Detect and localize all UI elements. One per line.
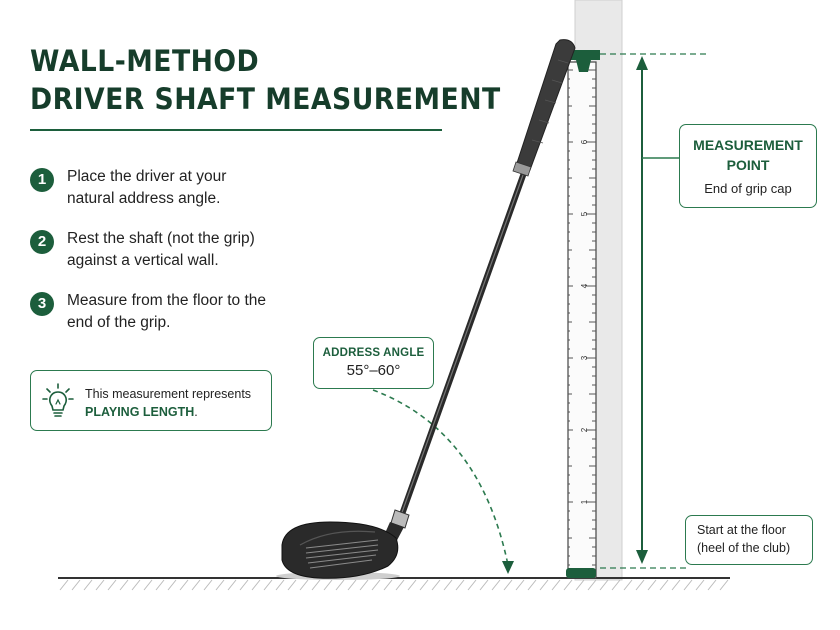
floor-hatch-line bbox=[348, 580, 356, 590]
note-suffix: . bbox=[194, 405, 198, 419]
page-title bbox=[30, 42, 501, 118]
step-3 bbox=[30, 290, 330, 352]
floor-hatch-line bbox=[408, 580, 416, 590]
floor-start-callout bbox=[685, 515, 813, 565]
floor-hatch-line bbox=[60, 580, 68, 590]
note-emphasis: PLAYING LENGTH bbox=[85, 405, 195, 419]
floor-hatch-line bbox=[516, 580, 524, 590]
measurement-point-callout bbox=[679, 124, 817, 208]
step-number-badge: 2 bbox=[30, 230, 54, 254]
floor-hatch-line bbox=[108, 580, 116, 590]
floor-hatch-line bbox=[648, 580, 656, 590]
floor-hatch-line bbox=[276, 580, 284, 590]
floor-hatch-line bbox=[636, 580, 644, 590]
floor-callout-line: Start at the floor bbox=[697, 523, 786, 537]
step-text-line: Measure from the floor to the bbox=[67, 292, 267, 309]
floor-hatch-line bbox=[444, 580, 452, 590]
floor-hatch-line bbox=[72, 580, 80, 590]
step-number-badge: 1 bbox=[30, 168, 54, 192]
measurement-arrow bbox=[636, 56, 648, 564]
driver-head bbox=[282, 522, 398, 578]
floor-hatch-line bbox=[168, 580, 176, 590]
measurement-point-label-line: MEASUREMENT bbox=[693, 137, 803, 153]
floor-hatch-line bbox=[672, 580, 680, 590]
floor-hatch-line bbox=[324, 580, 332, 590]
floor-hatch-line bbox=[456, 580, 464, 590]
floor-hatch-line bbox=[420, 580, 428, 590]
step-text bbox=[67, 228, 255, 272]
floor-hatch-line bbox=[156, 580, 164, 590]
floor-hatch-line bbox=[552, 580, 560, 590]
note-line bbox=[85, 403, 251, 421]
floor-hatch-line bbox=[660, 580, 668, 590]
lightbulb-icon bbox=[41, 382, 75, 420]
floor-hatch-line bbox=[132, 580, 140, 590]
floor-hatch-line bbox=[144, 580, 152, 590]
ruler-number: 6 bbox=[580, 139, 589, 145]
floor-callout-line: (heel of the club) bbox=[697, 541, 791, 555]
floor-hatch-line bbox=[480, 580, 488, 590]
floor-hatch-line bbox=[216, 580, 224, 590]
step-text-line: end of the grip. bbox=[67, 314, 171, 331]
floor-hatch-line bbox=[288, 580, 296, 590]
measurement-point-sub: End of grip cap bbox=[704, 181, 792, 196]
address-angle-arrowhead bbox=[502, 561, 514, 574]
floor-hatch-line bbox=[468, 580, 476, 590]
floor-hatch-line bbox=[192, 580, 200, 590]
floor-hatch-line bbox=[576, 580, 584, 590]
steps-list bbox=[30, 166, 330, 352]
ruler-number: 3 bbox=[580, 355, 589, 361]
floor-hatch-line bbox=[96, 580, 104, 590]
floor-hatch-line bbox=[204, 580, 212, 590]
floor-hatch-line bbox=[696, 580, 704, 590]
floor-hatch-line bbox=[684, 580, 692, 590]
floor-hatch-line bbox=[588, 580, 596, 590]
floor-hatch-line bbox=[372, 580, 380, 590]
floor-hatch-line bbox=[240, 580, 248, 590]
ruler-number: 2 bbox=[580, 427, 589, 433]
floor-hatch-line bbox=[252, 580, 260, 590]
floor-hatch-line bbox=[540, 580, 548, 590]
floor-hatch-line bbox=[564, 580, 572, 590]
step-text-line: against a vertical wall. bbox=[67, 252, 219, 269]
note-line: This measurement represents bbox=[85, 387, 252, 401]
address-angle-callout bbox=[313, 337, 434, 389]
step-2 bbox=[30, 228, 330, 290]
playing-length-note bbox=[30, 370, 272, 431]
measurement-point-label bbox=[680, 135, 816, 175]
floor-hatch-line bbox=[432, 580, 440, 590]
step-text-line: natural address angle. bbox=[67, 190, 221, 207]
step-1 bbox=[30, 166, 330, 228]
floor-hatch-line bbox=[264, 580, 272, 590]
floor-hatch-line bbox=[624, 580, 632, 590]
floor-hatch-line bbox=[312, 580, 320, 590]
floor-hatch-line bbox=[360, 580, 368, 590]
title-line-2: DRIVER SHAFT MEASUREMENT bbox=[30, 82, 501, 116]
floor-hatch-line bbox=[120, 580, 128, 590]
floor-hatch-line bbox=[180, 580, 188, 590]
floor-hatch-line bbox=[600, 580, 608, 590]
floor-hatching bbox=[60, 580, 728, 590]
floor-hatch-line bbox=[492, 580, 500, 590]
step-text bbox=[67, 166, 226, 210]
measuring-ruler bbox=[566, 50, 600, 578]
floor-hatch-line bbox=[384, 580, 392, 590]
title-divider bbox=[30, 129, 442, 131]
address-angle-value: 55°–60° bbox=[346, 362, 401, 379]
floor-hatch-line bbox=[528, 580, 536, 590]
floor-hatch-line bbox=[84, 580, 92, 590]
step-text-line: Place the driver at your bbox=[67, 168, 227, 185]
title-line-1: WALL-METHOD bbox=[30, 44, 260, 78]
step-text-line: Rest the shaft (not the grip) bbox=[67, 230, 255, 247]
floor-hatch-line bbox=[336, 580, 344, 590]
note-text bbox=[85, 385, 251, 421]
floor-hatch-line bbox=[228, 580, 236, 590]
measurement-point-label-line: POINT bbox=[726, 157, 770, 173]
floor-hatch-line bbox=[396, 580, 404, 590]
ruler-number: 4 bbox=[580, 283, 589, 289]
ruler-number: 5 bbox=[580, 211, 589, 217]
floor-hatch-line bbox=[300, 580, 308, 590]
step-text bbox=[67, 290, 266, 334]
step-number-badge: 3 bbox=[30, 292, 54, 316]
driver-grip bbox=[516, 40, 575, 170]
floor-hatch-line bbox=[708, 580, 716, 590]
ruler-number: 1 bbox=[580, 499, 589, 505]
floor-hatch-line bbox=[612, 580, 620, 590]
address-angle-label: ADDRESS ANGLE bbox=[322, 347, 425, 359]
ruler-bottom-cap bbox=[566, 568, 596, 578]
floor-hatch-line bbox=[720, 580, 728, 590]
floor-hatch-line bbox=[504, 580, 512, 590]
